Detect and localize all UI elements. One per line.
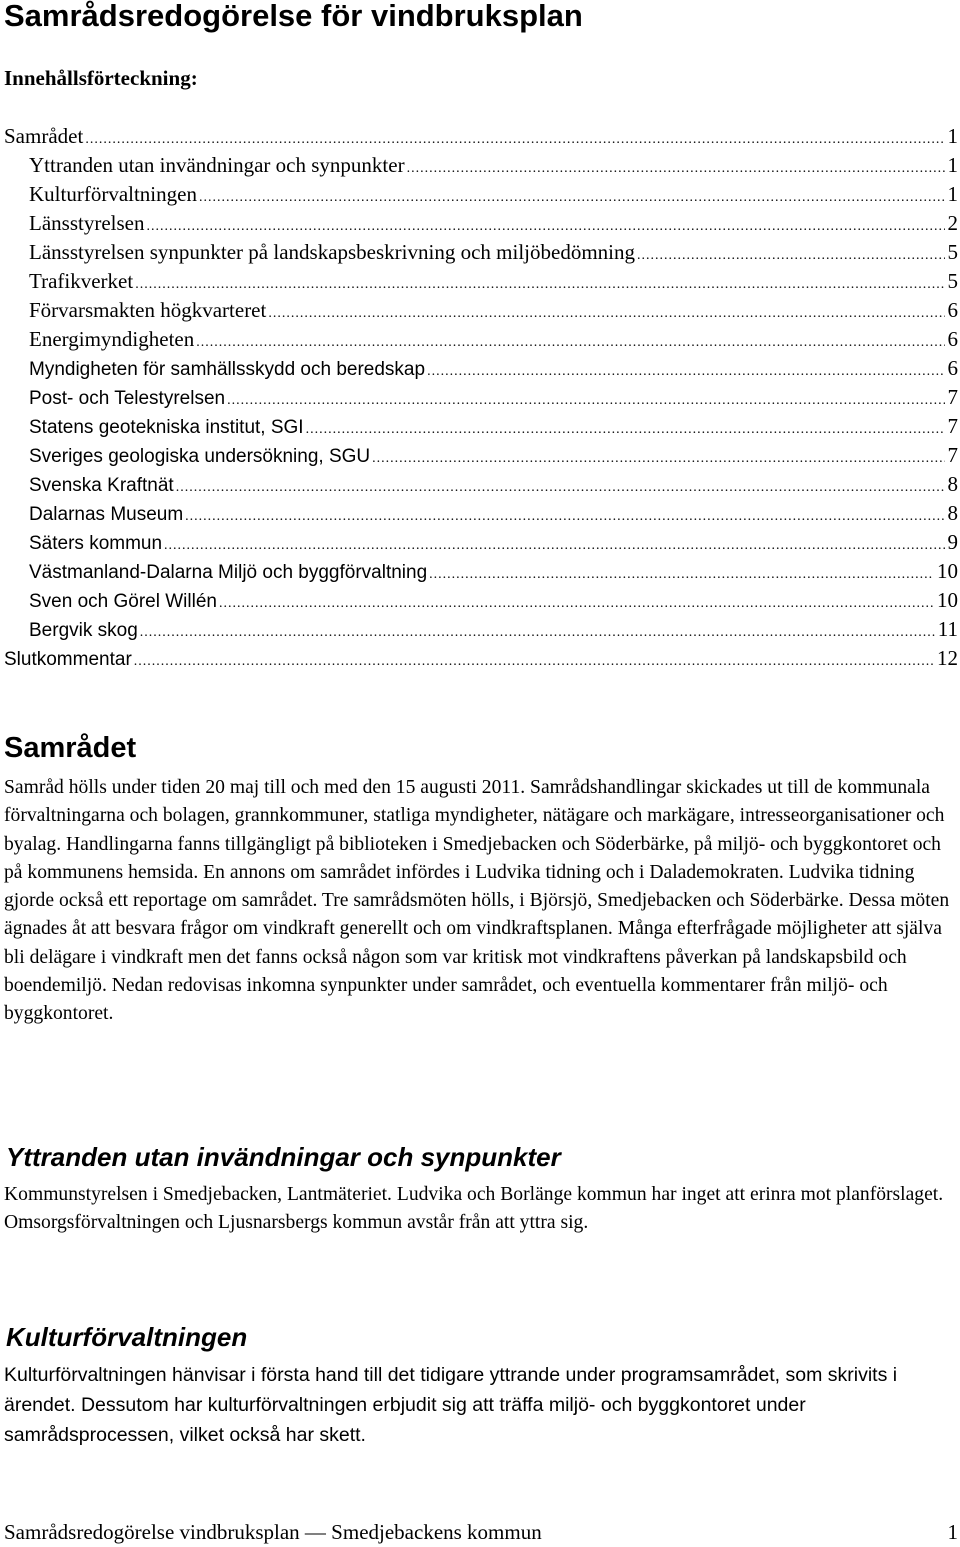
toc-entry-label: Säters kommun xyxy=(29,533,163,554)
toc-entry-sgu[interactable] xyxy=(4,441,958,470)
toc-entry-label: Myndigheten för samhällsskydd och beredskap xyxy=(29,359,426,380)
toc-entry-page: 1 xyxy=(947,182,958,206)
toc-entry-label: Post- och Telestyrelsen xyxy=(29,388,226,409)
table-of-contents xyxy=(4,122,958,673)
toc-leader-dots xyxy=(196,328,944,357)
toc-entry-label: Kulturförvaltningen xyxy=(29,182,197,206)
toc-entry-label: Förvarsmakten högkvarteret xyxy=(29,298,267,322)
toc-leader-dots xyxy=(164,531,944,560)
toc-entry-label: Slutkommentar xyxy=(4,649,132,670)
toc-entry-label: Svenska Kraftnät xyxy=(29,475,174,496)
toc-entry-page: 2 xyxy=(947,211,958,235)
toc-entry-page: 7 xyxy=(947,385,958,409)
toc-leader-dots xyxy=(219,589,934,618)
toc-leader-dots xyxy=(85,125,944,154)
toc-entry-page: 8 xyxy=(947,501,958,525)
toc-entry-page: 12 xyxy=(937,646,958,670)
toc-leader-dots xyxy=(227,386,944,415)
footer-page-number: 1 xyxy=(947,1520,958,1544)
toc-entry-pts[interactable] xyxy=(4,383,958,412)
toc-entry-label: Sveriges geologiska undersökning, SGU xyxy=(29,446,371,467)
toc-entry-page: 10 xyxy=(937,588,958,612)
toc-entry-page: 5 xyxy=(947,240,958,264)
document-title: Samrådsredogörelse för vindbruksplan xyxy=(4,0,583,33)
toc-entry-label: Dalarnas Museum xyxy=(29,504,184,525)
toc-entry-lansstyrelsen[interactable] xyxy=(4,209,958,238)
toc-entry-label: Samrådet xyxy=(4,124,84,148)
toc-entry-yttranden[interactable] xyxy=(4,151,958,180)
toc-entry-page: 7 xyxy=(947,443,958,467)
footer-text: Samrådsredogörelse vindbruksplan — Smedjebackens kommun xyxy=(4,1520,542,1544)
toc-entry-label: Yttranden utan invändningar och synpunkter xyxy=(29,153,405,177)
toc-entry-page: 6 xyxy=(947,298,958,322)
section-body-kulturforvaltningen: Kulturförvaltningen hänvisar i första hand till det tidigare yttrande under programsamrådet, som skrivits i ärendet. Dessutom har kulturförvaltningen erbjudit sig att träffa miljö- och byggkontoret under samrådsprocessen, vilket också har skett. xyxy=(4,1364,898,1446)
toc-entry-label: Energimyndigheten xyxy=(29,327,195,351)
toc-entry-sgi[interactable] xyxy=(4,412,958,441)
toc-entry-page: 8 xyxy=(947,472,958,496)
toc-entry-label: Länsstyrelsen synpunkter på landskapsbeskrivning och miljöbedömning xyxy=(29,240,635,264)
toc-entry-slutkommentar[interactable] xyxy=(4,644,958,673)
section-body-samradet: Samråd hölls under tiden 20 maj till och med den 15 augusti 2011. Samrådshandlingar skickades ut till de kommunala förvaltningarna och bolagen, grannkommuner, statliga myndigheter, nätägare och markägare, intresseorganisationer och byalag. Handlingarna fanns tillgängligt på biblioteken i Smedjebacken och Söderbärke, på miljö- och byggkontoret och på kommunens hemsida. En annons om samrådet infördes i Ludvika tidning och i Dalademokraten. Ludvika tidning gjorde också ett reportage om samrådet. Tre samrådsmöten hölls, i Björsjö, Smedjebacken och Söderbärke. Dessa möten ägnades åt att besvara frågor om vindkraft generellt och om vindkraftsplanen. Många efterfrågade möjligheter att själva bli delägare i vindkraft men det fanns också någon som var kritisk mot vindkraftens påverkan på landskapsbild och boendemiljö. Nedan redovisas inkomna synpunkter under samrådet, och eventuella kommentarer från miljö- och byggkontoret. xyxy=(4,777,950,1025)
toc-leader-dots xyxy=(429,560,934,589)
toc-leader-dots xyxy=(306,415,945,444)
toc-entry-page: 6 xyxy=(947,356,958,380)
toc-entry-label: Sven och Görel Willén xyxy=(29,591,217,612)
toc-entry-vastmanland-dalarna[interactable] xyxy=(4,557,958,586)
toc-leader-dots xyxy=(199,183,945,212)
section-heading-kulturforvaltningen: Kulturförvaltningen xyxy=(6,1322,248,1352)
toc-entry-page: 1 xyxy=(947,124,958,148)
toc-entry-page: 5 xyxy=(947,269,958,293)
toc-entry-page: 1 xyxy=(947,153,958,177)
toc-leader-dots xyxy=(407,154,945,183)
toc-entry-label: Västmanland-Dalarna Miljö och byggförvaltning xyxy=(29,562,428,583)
toc-entry-lansstyrelsen-synpunkter[interactable] xyxy=(4,238,958,267)
toc-entry-msb[interactable] xyxy=(4,354,958,383)
toc-heading: Innehållsförteckning: xyxy=(4,66,198,90)
toc-entry-energimyndigheten[interactable] xyxy=(4,325,958,354)
toc-entry-saters-kommun[interactable] xyxy=(4,528,958,557)
toc-entry-svenska-kraftnat[interactable] xyxy=(4,470,958,499)
toc-leader-dots xyxy=(176,473,945,502)
toc-entry-page: 6 xyxy=(947,327,958,351)
toc-entry-samradet[interactable] xyxy=(4,122,958,151)
toc-entry-page: 7 xyxy=(947,414,958,438)
toc-entry-kulturforvaltningen[interactable] xyxy=(4,180,958,209)
toc-entry-label: Bergvik skog xyxy=(29,620,138,641)
toc-leader-dots xyxy=(637,241,945,270)
toc-leader-dots xyxy=(140,618,935,647)
section-heading-samradet: Samrådet xyxy=(4,732,137,764)
toc-entry-page: 10 xyxy=(937,559,958,583)
toc-entry-forvarsmakten[interactable] xyxy=(4,296,958,325)
toc-entry-label: Statens geotekniska institut, SGI xyxy=(29,417,304,438)
toc-leader-dots xyxy=(134,647,934,676)
toc-entry-label: Länsstyrelsen xyxy=(29,211,145,235)
toc-entry-page: 11 xyxy=(937,617,958,641)
toc-leader-dots xyxy=(372,444,944,473)
toc-leader-dots xyxy=(427,357,944,386)
toc-leader-dots xyxy=(185,502,944,531)
toc-leader-dots xyxy=(146,212,944,241)
toc-entry-trafikverket[interactable] xyxy=(4,267,958,296)
toc-entry-sven-gorel-willen[interactable] xyxy=(4,586,958,615)
toc-leader-dots xyxy=(135,270,944,299)
toc-entry-bergvik-skog[interactable] xyxy=(4,615,958,644)
toc-entry-label: Trafikverket xyxy=(29,269,134,293)
section-body-yttranden: Kommunstyrelsen i Smedjebacken, Lantmäteriet. Ludvika och Borlänge kommun har inget att erinra mot planförslaget. Omsorgsförvaltningen och Ljusnarsbergs kommun avstår från att yttra sig. xyxy=(4,1184,944,1234)
toc-leader-dots xyxy=(268,299,944,328)
page-footer xyxy=(4,1518,958,1546)
toc-entry-page: 9 xyxy=(947,530,958,554)
section-heading-yttranden: Yttranden utan invändningar och synpunkter xyxy=(6,1142,561,1172)
toc-entry-dalarnas-museum[interactable] xyxy=(4,499,958,528)
